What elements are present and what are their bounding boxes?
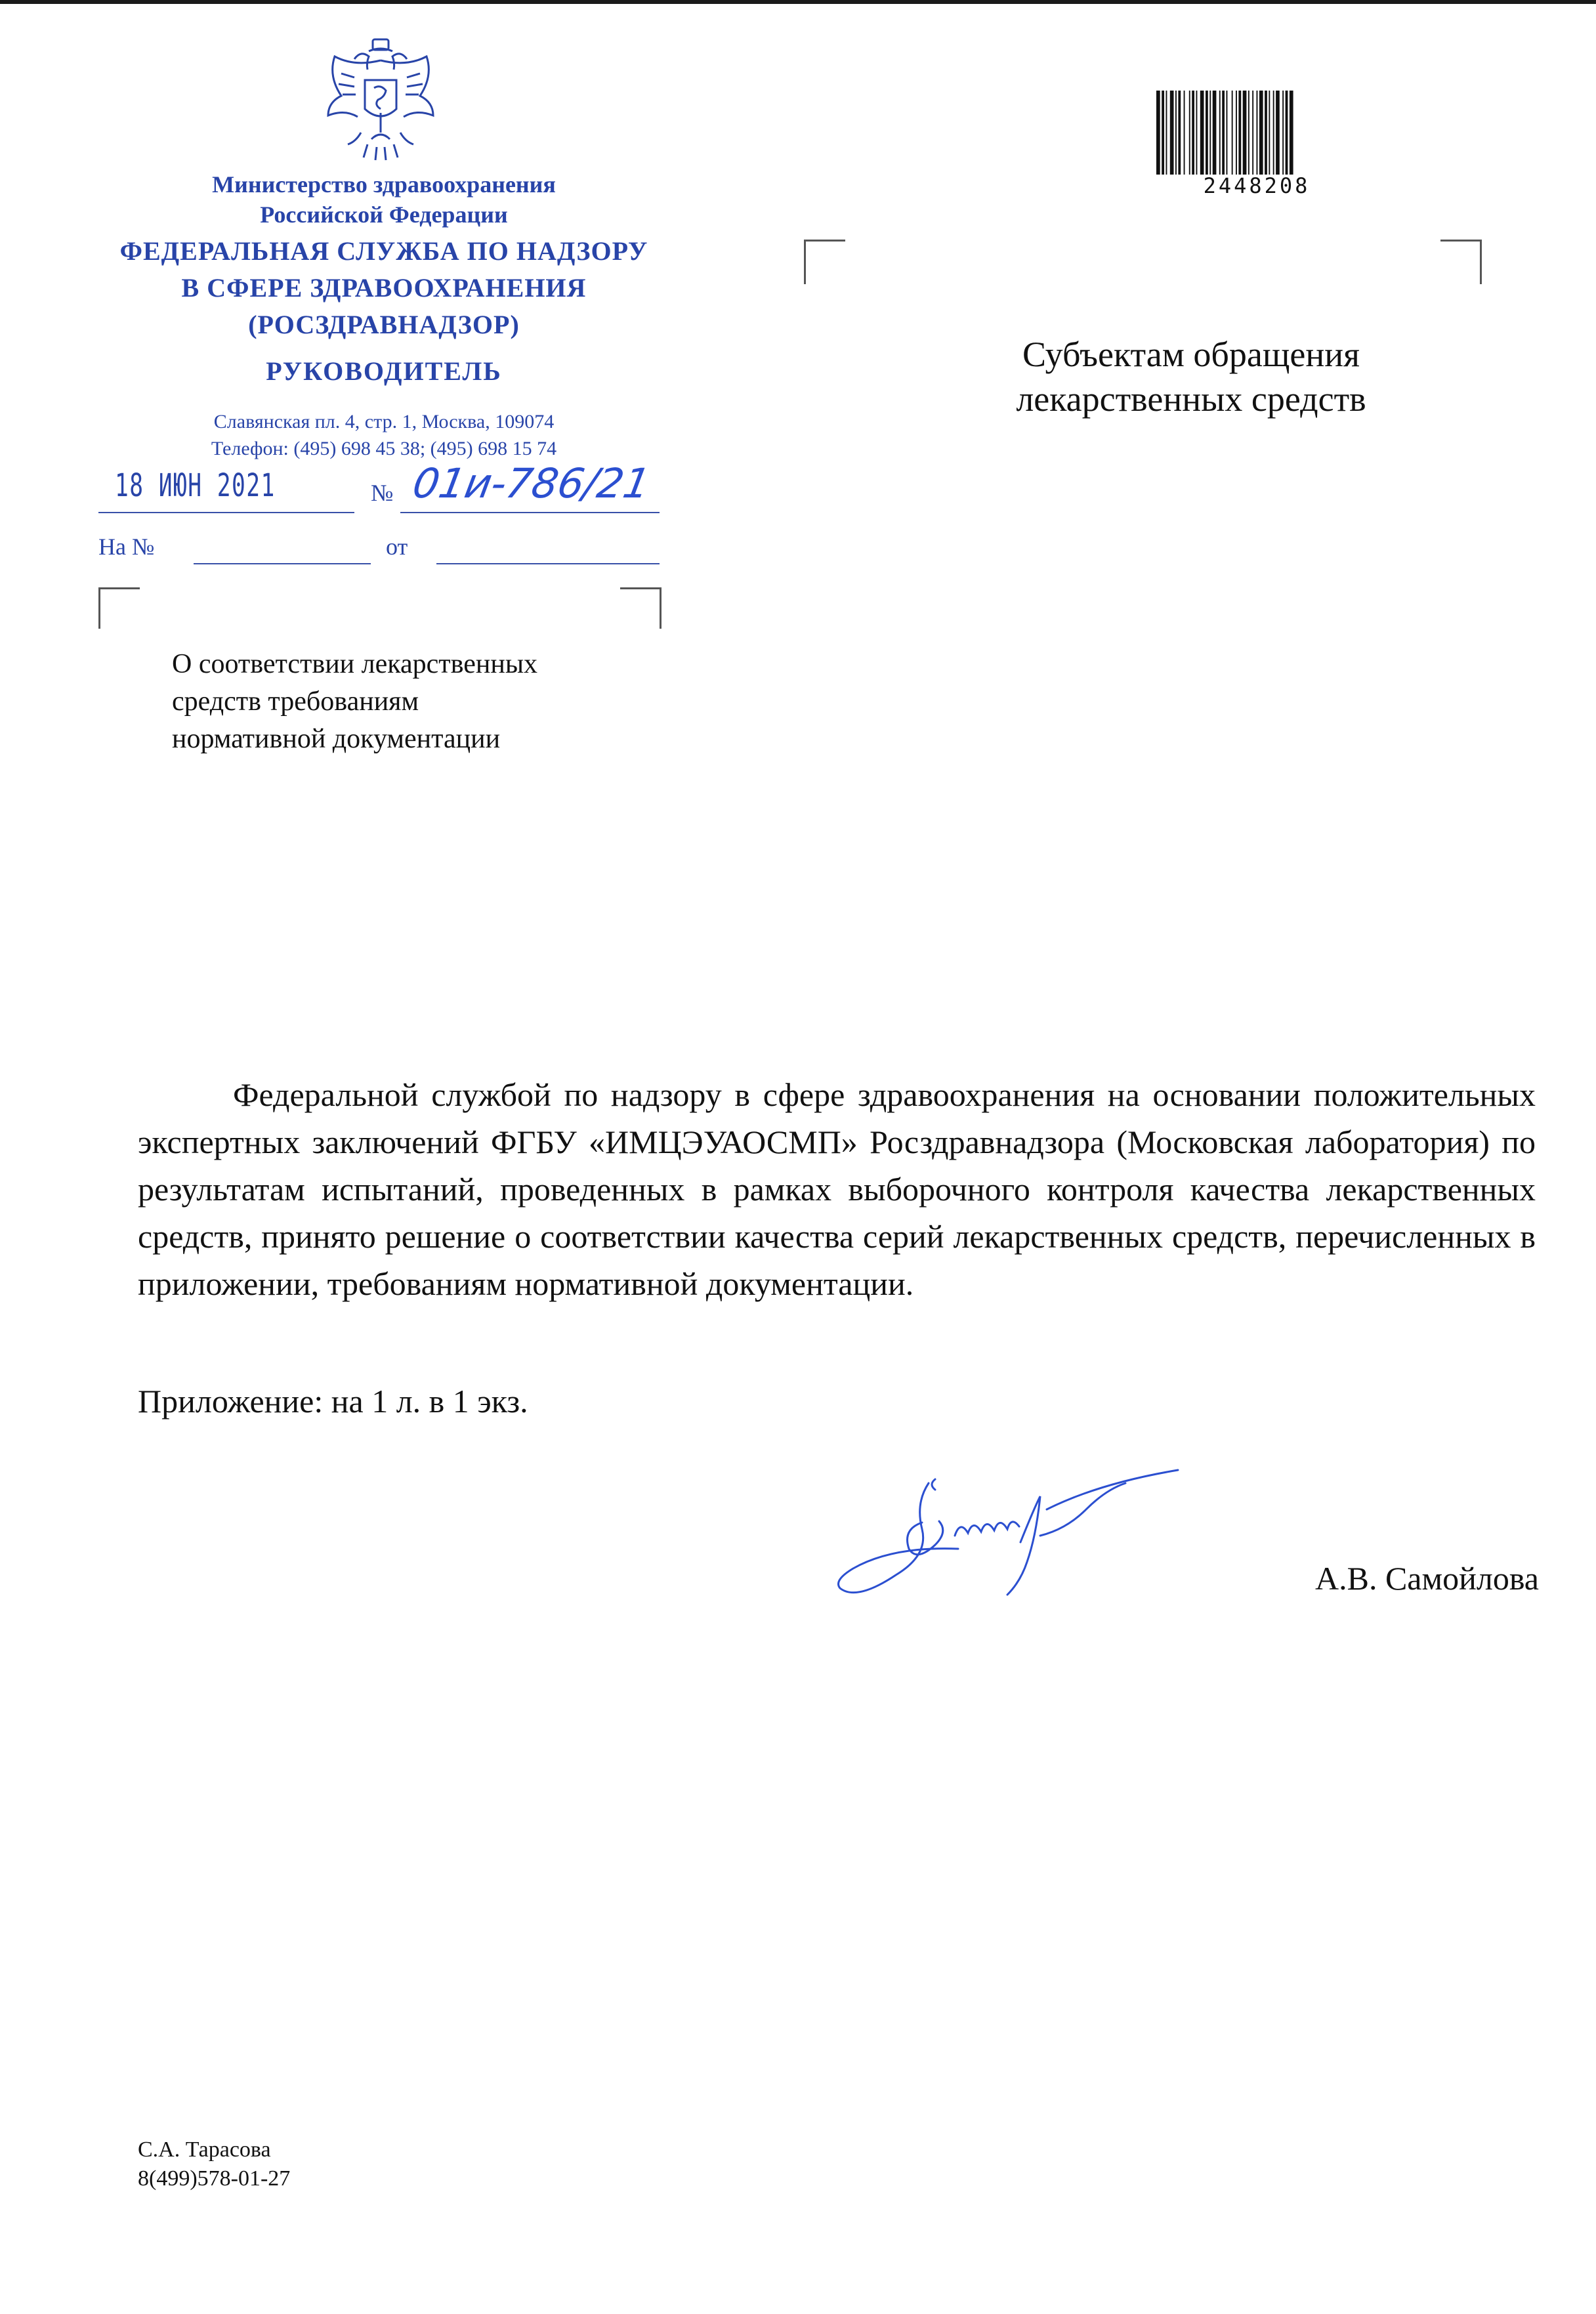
barcode: [1155, 91, 1358, 175]
barcode-bar: [1170, 91, 1174, 175]
barcode-bar: [1206, 91, 1208, 175]
subject-line-2: средств требованиям: [172, 686, 419, 717]
letterhead-address: [98, 408, 669, 462]
barcode-bar: [1219, 91, 1221, 175]
barcode-bar: [1257, 91, 1258, 175]
from-label: от: [386, 534, 408, 560]
barcode-bar: [1184, 91, 1185, 175]
barcode-bar: [1259, 91, 1263, 175]
service-line-1: ФЕДЕРАЛЬНАЯ СЛУЖБА ПО НАДЗОРУ: [119, 236, 648, 266]
handwritten-signature: [830, 1463, 1198, 1621]
barcode-bar: [1213, 91, 1217, 175]
barcode-bar: [1209, 91, 1211, 175]
addressee: [955, 332, 1427, 421]
addressee-line-1: Субъектам обращения: [1022, 335, 1360, 374]
date-underline: [98, 512, 354, 513]
barcode-bar: [1232, 91, 1233, 175]
barcode-bar: [1178, 91, 1181, 175]
address-line: Славянская пл. 4, стр. 1, Москва, 109074: [213, 411, 555, 432]
barcode-bar: [1238, 91, 1241, 175]
letter-body: Федеральной службой по надзору в сфере здравоохранения на основании положительных экспертных заключений ФГБУ «ИМЦЭУАОСМП» Росздравнадзора (Московская лаборатория) по результатам испытаний, проведенных в рамках выборочного контроля качества лекарственных средств, принято решение о соответствии качества серий лекарственных средств, перечисленных в приложении, требованиям нормативной документации.: [138, 1076, 1536, 1302]
barcode-bar: [1192, 91, 1194, 175]
service-name: [79, 233, 689, 343]
barcode-bar: [1243, 91, 1247, 175]
subject-corner-left: [98, 587, 140, 629]
addressee-corner-right: [1440, 240, 1482, 284]
barcode-bar: [1265, 91, 1267, 175]
barcode-bar: [1175, 91, 1177, 175]
letter-subject: [172, 646, 537, 758]
barcode-bar: [1248, 91, 1250, 175]
barcode-bar: [1286, 91, 1288, 175]
barcode-bar: [1196, 91, 1198, 175]
subject-line-3: нормативной документации: [172, 724, 501, 754]
scan-top-edge: [0, 0, 1596, 4]
barcode-bar: [1166, 91, 1167, 175]
barcode-bar: [1227, 91, 1228, 175]
barcode-bar: [1282, 91, 1284, 175]
executor-name: С.А. Тарасова: [138, 2137, 271, 2162]
barcode-bar: [1156, 91, 1160, 175]
barcode-bar: [1252, 91, 1253, 175]
reply-date-underline: [436, 563, 660, 564]
barcode-bar: [1236, 91, 1237, 175]
reply-label: На №: [98, 534, 155, 560]
ministry-line-1: Министерство здравоохранения: [212, 171, 556, 198]
attachment-note: Приложение: на 1 л. в 1 экз.: [138, 1383, 528, 1420]
ministry-name: [98, 169, 669, 230]
addressee-corner-left: [804, 240, 845, 284]
ministry-line-2: Российской Федерации: [260, 201, 508, 228]
double-headed-eagle-emblem-icon: [315, 34, 446, 165]
subject-line-1: О соответствии лекарственных: [172, 649, 538, 679]
number-label: №: [371, 480, 394, 506]
date-stamp: 18 ИЮН 2021: [115, 467, 276, 504]
barcode-bar: [1222, 91, 1225, 175]
service-line-2: В СФЕРЕ ЗДРАВООХРАНЕНИЯ: [181, 273, 587, 303]
head-title: РУКОВОДИТЕЛЬ: [266, 356, 502, 386]
signer-name: А.В. Самойлова: [1315, 1560, 1539, 1597]
number-underline: [400, 512, 660, 513]
barcode-bar: [1189, 91, 1190, 175]
handwritten-number: 01и-786/21: [409, 459, 654, 507]
barcode-bar: [1269, 91, 1270, 175]
executor-info: [138, 2135, 290, 2193]
barcode-bar: [1200, 91, 1204, 175]
barcode-bar: [1273, 91, 1274, 175]
addressee-line-2: лекарственных средств: [1016, 379, 1366, 419]
phone-line: Телефон: (495) 698 45 38; (495) 698 15 74: [211, 438, 557, 459]
service-line-3: (РОСЗДРАВНАДЗОР): [248, 310, 520, 339]
barcode-bar: [1162, 91, 1164, 175]
barcode-number: 2448208: [1203, 173, 1311, 198]
subject-corner-right: [620, 587, 662, 629]
barcode-bar: [1290, 91, 1293, 175]
reply-number-underline: [194, 563, 371, 564]
barcode-bar: [1276, 91, 1280, 175]
executor-phone: 8(499)578-01-27: [138, 2166, 291, 2191]
